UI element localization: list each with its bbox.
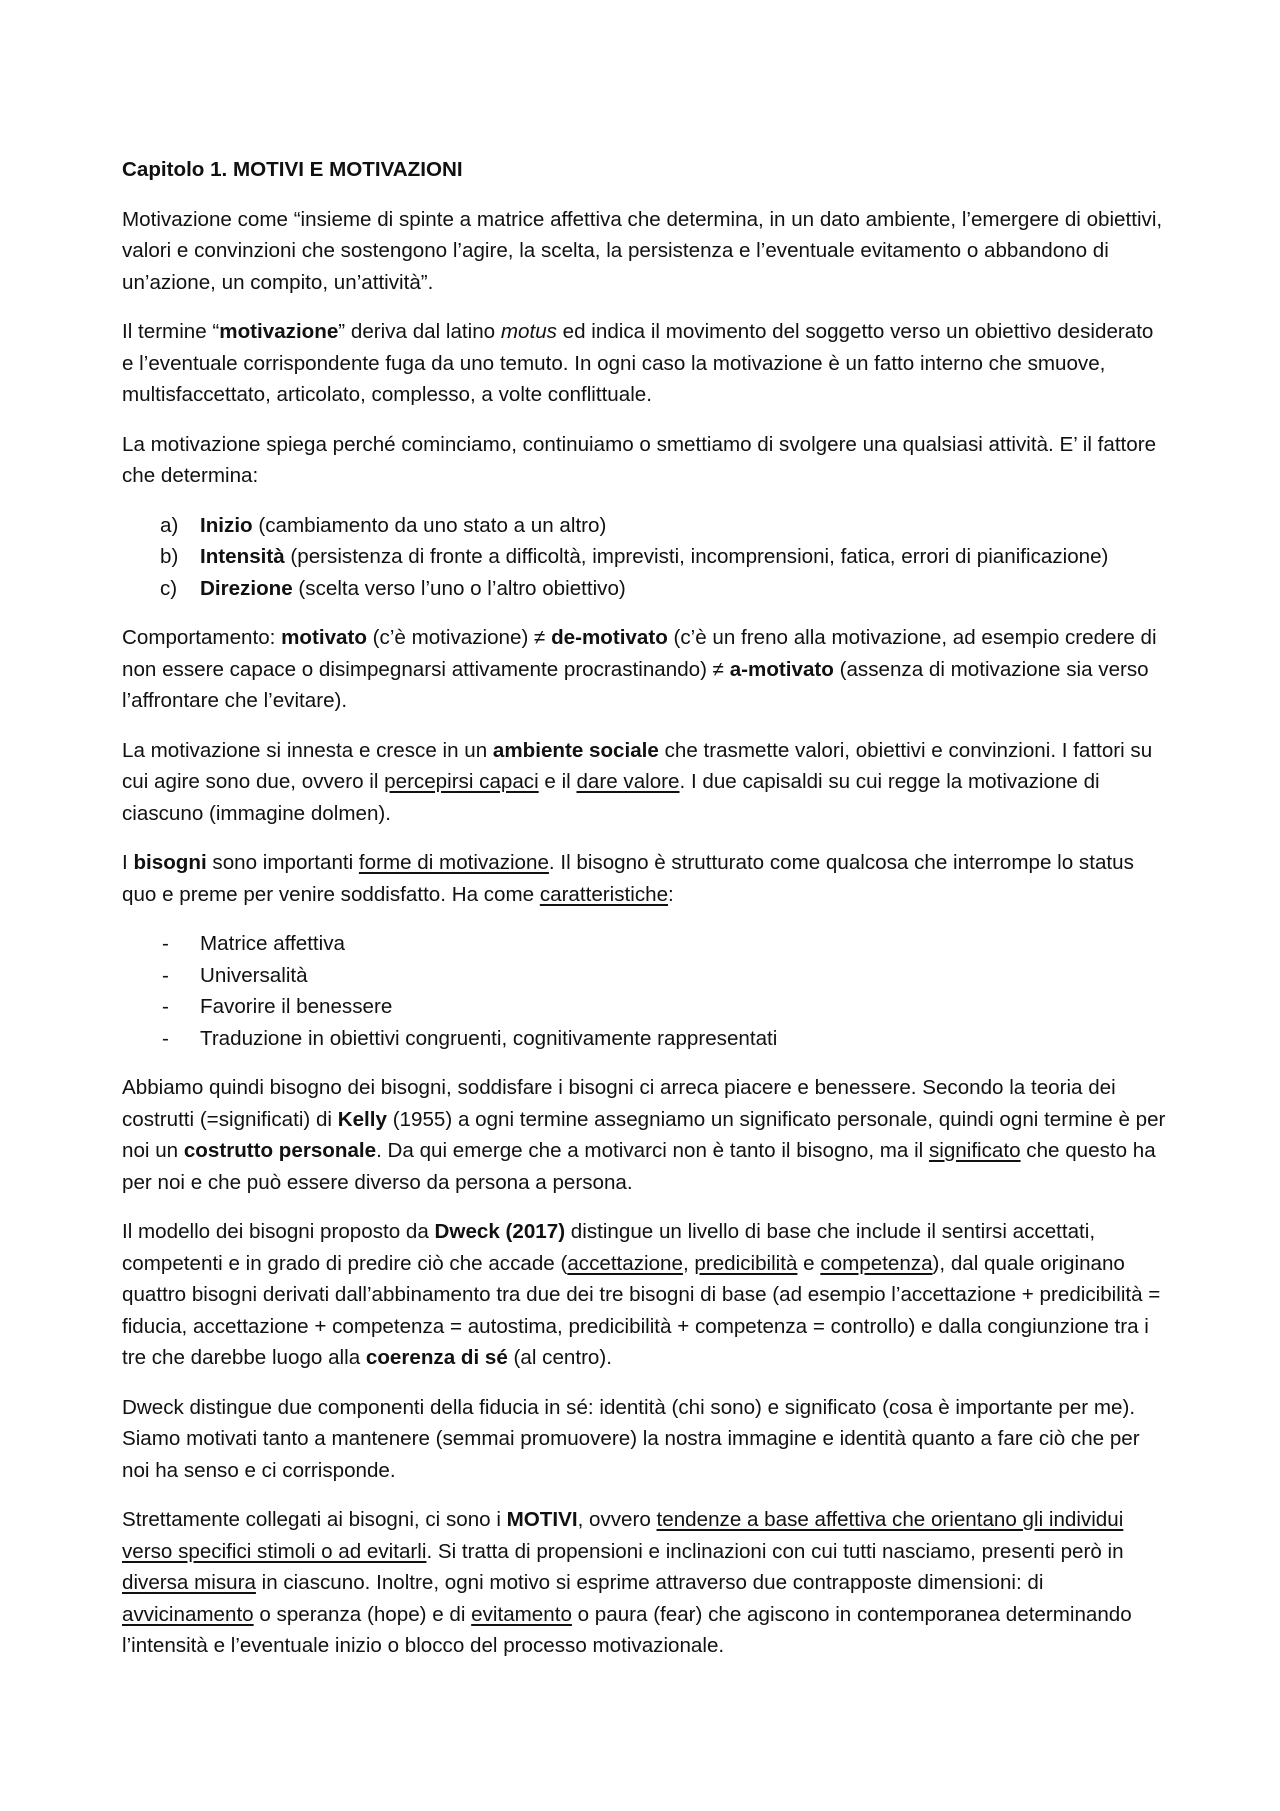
paragraph-needs: I bisogni sono importanti forme di motivazione. Il bisogno è strutturato come qualcosa che interrompe lo status quo e preme per venire soddisfatto. Ha come caratteristiche: — [122, 851, 1134, 906]
paragraph-dweck-model: Il modello dei bisogni proposto da Dweck (2017) distingue un livello di base che include il sentirsi accettati, competenti e in grado di predire ciò che accade (accettazione, predicibilità e competenza), dal quale originano quattro bisogni derivati dall’abbinamento tra due dei tre bisogni di base (ad esempio l’accettazione + predicibilità = fiducia, accettazione + competenza = autostima, predicibilità + competenza = controllo) e dalla congiunzione tra i tre che darebbe luogo alla coerenza di sé (al centro). — [122, 1220, 1161, 1369]
italic-term: motus — [500, 320, 557, 343]
characteristics-list — [122, 928, 1166, 1054]
list-item: c) Direzione (scelta verso l’uno o l’altro obiettivo) — [160, 576, 626, 600]
list-item: b) Intensità (persistenza di fronte a difficoltà, imprevisti, incomprensioni, fatica, errori di pianificazione) — [160, 545, 1109, 568]
paragraph-etymology: Il termine “motivazione” deriva dal latino motus ed indica il movimento del soggetto verso un obiettivo desiderato e l’eventuale corrispondente fuga da uno temuto. In ogni caso la motivazione è un fatto interno che smuove, multisfaccettato, articolato, complesso, a volte conflittuale. — [122, 320, 1154, 406]
paragraph-factors-intro: La motivazione spiega perché cominciamo, continuiamo o smettiamo di svolgere una qualsiasi attività. E’ il fattore che determina: — [122, 432, 1157, 487]
chapter-title: Capitolo 1. MOTIVI E MOTIVAZIONI — [122, 158, 463, 181]
paragraph-kelly: Abbiamo quindi bisogno dei bisogni, soddisfare i bisogni ci arreca piacere e benessere. Secondo la teoria dei costrutti (=significati) di Kelly (1955) a ogni termine assegniamo un significato personale, quindi ogni termine è per noi un costrutto personale. Da qui emerge che a motivarci non è tanto il bisogno, ma il significato che questo ha per noi e che può essere diverso da persona a persona. — [122, 1076, 1166, 1194]
list-item: a) Inizio (cambiamento da uno stato a un altro) — [160, 513, 607, 537]
list-item: - Favorire il benessere — [162, 995, 393, 1018]
factors-list — [122, 510, 1166, 605]
list-item: - Matrice affettiva — [162, 932, 345, 955]
list-item: - Universalità — [162, 963, 308, 987]
list-item: - Traduzione in obiettivi congruenti, cognitivamente rappresentati — [162, 1026, 778, 1050]
paragraph-dweck-trust: Dweck distingue due componenti della fiducia in sé: identità (chi sono) e significato (cosa è importante per me). Siamo motivati tanto a mantenere (semmai promuovere) la nostra immagine e identità quanto a fare ciò che per noi ha senso e ci corrisponde. — [122, 1395, 1140, 1482]
paragraph-motives: Strettamente collegati ai bisogni, ci sono i MOTIVI, ovvero tendenze a base affettiva che orientano gli individui verso specifici stimoli o ad evitarli. Si tratta di propensioni e inclinazioni con cui tutti nasciamo, presenti però in diversa misura in ciascuno. Inoltre, ogni motivo si esprime attraverso due contrapposte dimensioni: di avvicinamento o speranza (hope) e di evitamento o paura (fear) che agiscono in contemporanea determinando l’intensità e l’eventuale inizio o blocco del processo motivazionale. — [122, 1508, 1132, 1657]
paragraph-behavior: Comportamento: motivato (c’è motivazione) ≠ de-motivato (c’è un freno alla motivazione, ad esempio credere di non essere capace o disimpegnarsi attivamente procrastinando) ≠ a-motivato (assenza di motivazione sia verso l’affrontare che l’evitare). — [122, 626, 1157, 712]
paragraph-definition: Motivazione come “insieme di spinte a matrice affettiva che determina, in un dato ambiente, l’emergere di obiettivi, valori e convinzioni che sostengono l’agire, la scelta, la persistenza e l’eventuale evitamento o abbandono di un’azione, un compito, un’attività”. — [122, 207, 1163, 294]
paragraph-social-environment: La motivazione si innesta e cresce in un ambiente sociale che trasmette valori, obiettivi e convinzioni. I fattori su cui agire sono due, ovvero il percepirsi capaci e il dare valore. I due capisaldi su cui regge la motivazione di ciascuno (immagine dolmen). — [122, 738, 1153, 825]
bold-term: motivazione — [219, 320, 339, 343]
